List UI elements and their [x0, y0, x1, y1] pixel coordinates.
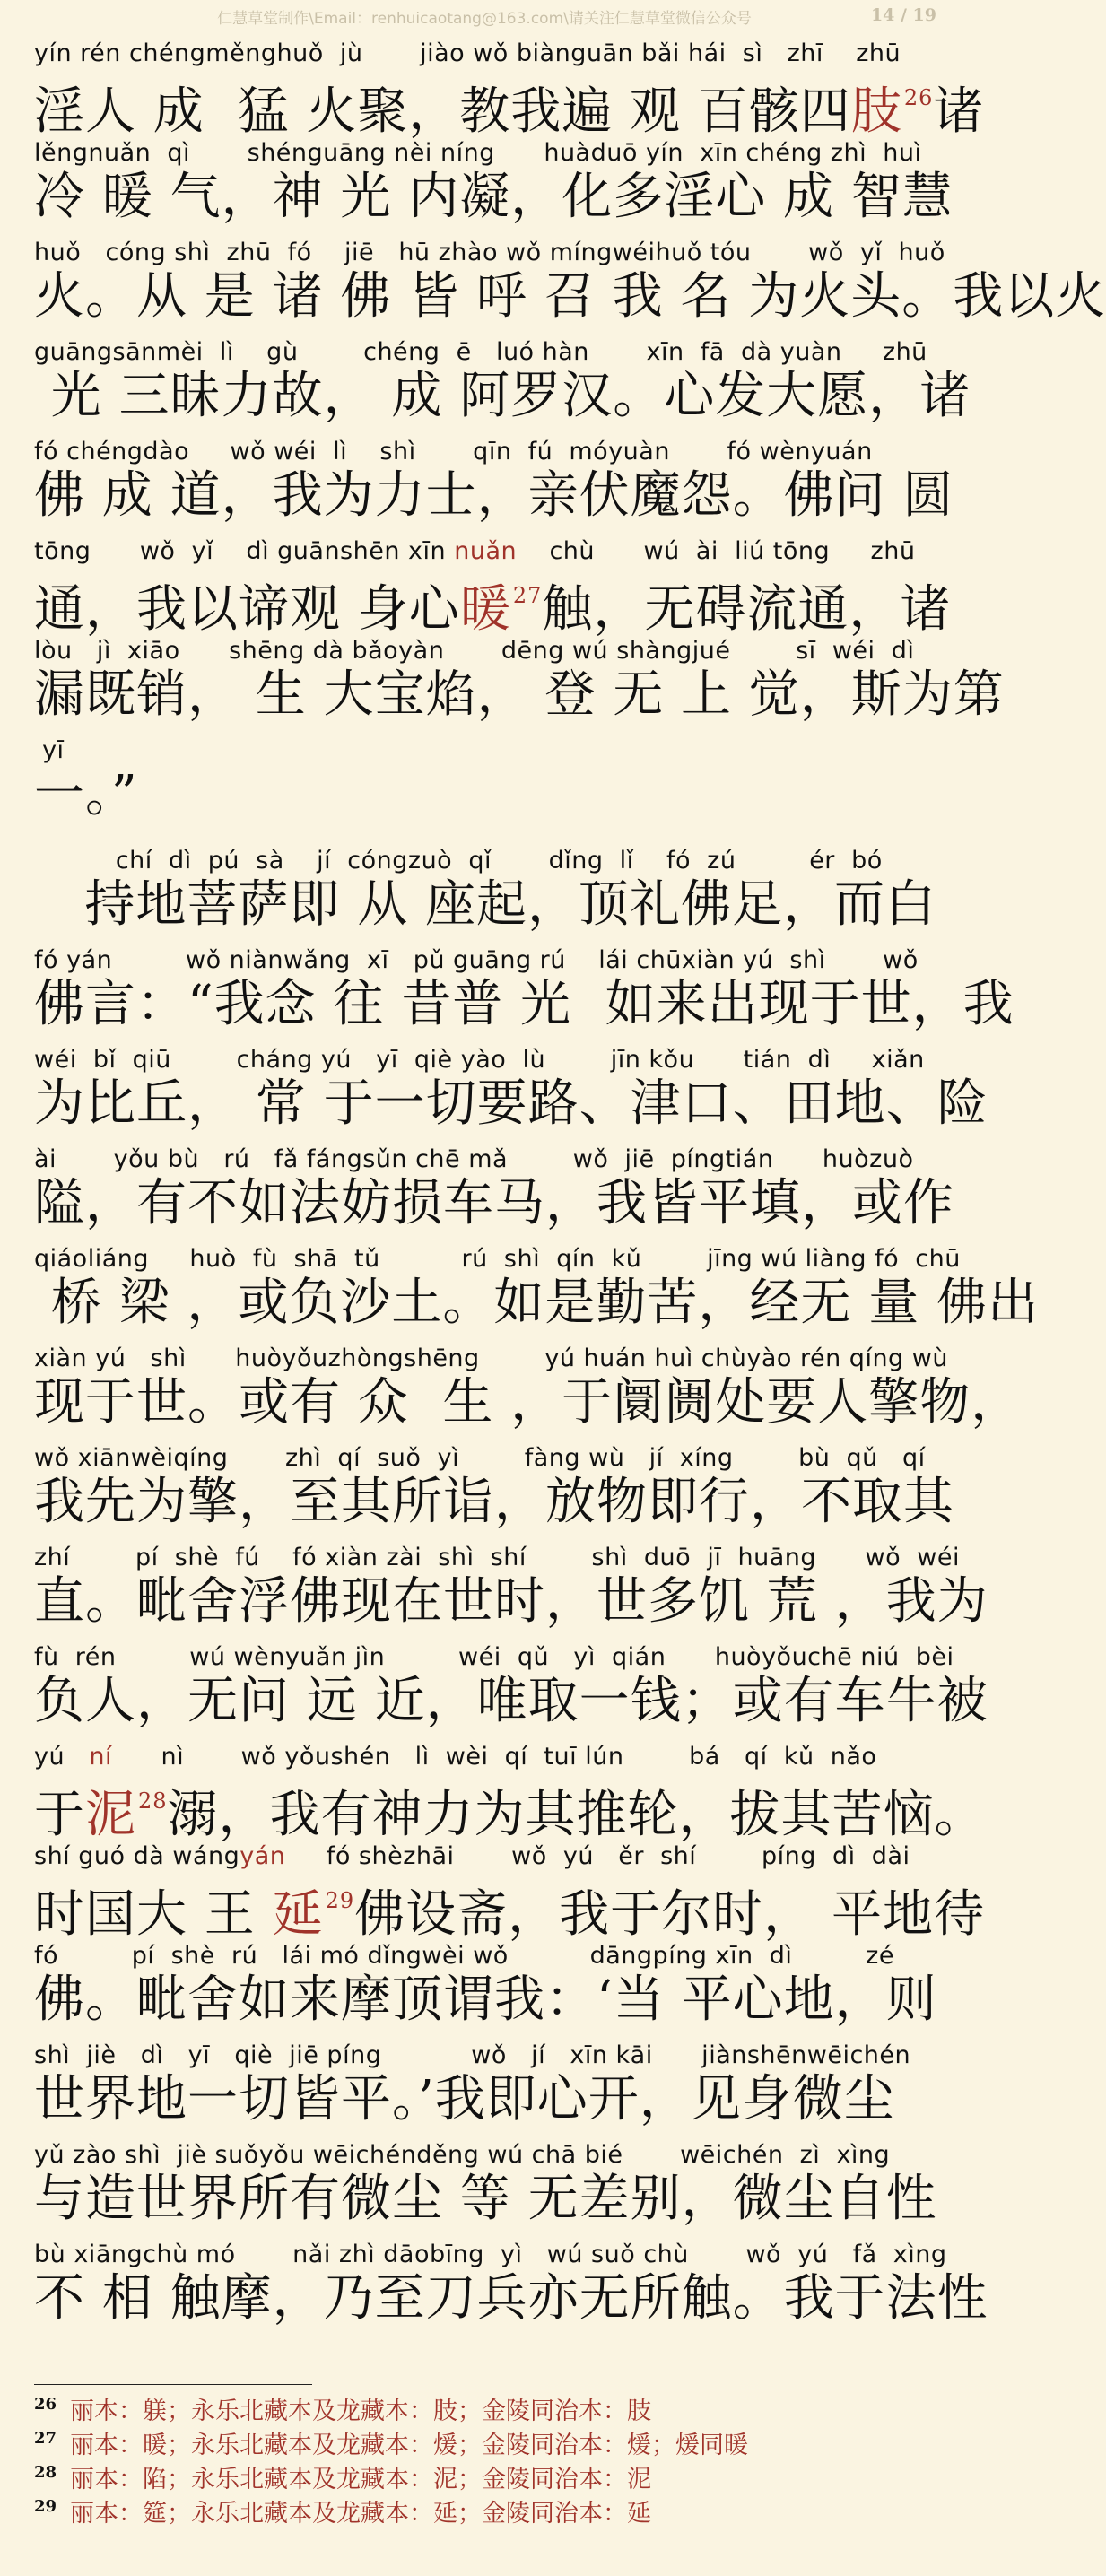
text-run: 与造世界所有微尘 等 无差别，微尘自性: [34, 2170, 937, 2228]
pinyin-line: fó chéngdào wǒ wéi lì shì qīn fú móyuàn fó wènyuán: [34, 438, 873, 466]
footnote-ref: 26: [903, 85, 934, 110]
text-run: 持地菩萨即 从 座起，顶礼佛足，而白: [34, 875, 937, 934]
text-run: 时国大 王: [34, 1885, 273, 1944]
text-line: [34, 1044, 988, 1144]
text-run: 冷 暖 气，神 光 内凝，化多淫心 成 智慧: [34, 168, 954, 226]
text-run: 世界地一切皆平。’我即心开，见身微尘: [34, 2070, 895, 2128]
text-run: 一。”: [34, 765, 138, 823]
pinyin-line: lěngnuǎn qì shénguāng nèi níng huàduō yín xīn chéng zhì huì: [34, 139, 922, 167]
text-run: 桥 梁 ，或负沙土。如是勤苦，经无 量 佛出: [34, 1274, 1040, 1332]
footnote: [34, 2429, 931, 2463]
hanzi-line: [34, 1270, 1040, 1336]
hanzi-line: [34, 872, 958, 938]
pinyin-line: shí guó dà wángyán fó shèzhāi wǒ yú ěr shí píng dì dài: [34, 1842, 910, 1870]
pinyin-line: guāngsānmèi lì gù chéng ē luó hàn xīn fā dà yuàn zhū: [34, 338, 927, 366]
pinyin-line: tōng wǒ yǐ dì guānshēn xīn nuǎn chù wú ài liú tōng zhū: [34, 537, 916, 565]
pinyin-line: qiáoliáng huò fù shā tǔ rú shì qín kǔ jīng wú liàng fó chū: [34, 1245, 961, 1273]
text-run: 光 三昧力故， 成 阿罗汉。心发大愿，诸: [34, 367, 971, 425]
text-run: 佛设斋，我于尔时， 平地待: [354, 1885, 985, 1944]
footnote-text: 丽本：筵；永乐北藏本及龙藏本：延；金陵同治本：延: [70, 2500, 651, 2528]
text-run: 佛。毗舍如来摩顶谓我：‘当 平心地，则: [34, 1971, 937, 2029]
text-line: [34, 137, 958, 237]
pinyin-line: yín rén chéngměnghuǒ jù jiào wǒ biànguān bǎi hái sì zhī zhū: [34, 39, 901, 67]
text-line: [34, 1940, 958, 2040]
text-run: 漏既销， 生 大宝焰， 登 无 上 觉，斯为第: [34, 666, 1005, 724]
text-run: 于: [34, 1786, 85, 1844]
footnote-ref: 28: [138, 1788, 168, 1814]
hanzi-line: [34, 363, 971, 430]
text-run: 诸: [933, 83, 985, 141]
pinyin-line: zhí pí shè fú fó xiàn zài shì shí shì duō jī huāng wǒ wéi: [34, 1544, 960, 1571]
text-run: 为比丘， 常 于一切要路、津口、田地、险: [34, 1075, 988, 1133]
hanzi-line: [34, 65, 985, 141]
text-run: 溺，我有神力为其推轮，拔其苦恼。: [167, 1786, 986, 1844]
hanzi-line: [34, 463, 958, 529]
footnote-ref: 27: [512, 583, 543, 608]
footnote: [34, 2463, 931, 2497]
text-run: 触，无碍流通，诸: [542, 580, 952, 639]
variant-character: 暖: [459, 580, 511, 639]
hanzi-line: [34, 2166, 958, 2232]
text-line: [34, 2239, 988, 2338]
variant-character: 肢: [850, 83, 902, 141]
text-line: [34, 1343, 1023, 1442]
pinyin-variant: nuǎn: [454, 537, 518, 565]
footnote-number: 26: [34, 2395, 57, 2414]
pinyin-line: chí dì pú sà jí cóngzuò qǐ dǐng lǐ fó zú ér bó: [34, 847, 883, 875]
hanzi-line: [34, 562, 958, 639]
text-run: 通，我以谛观 身心: [34, 580, 460, 639]
pinyin-line: yī: [34, 736, 65, 764]
footnote-number: 27: [34, 2429, 57, 2448]
text-line: [34, 535, 958, 639]
hanzi-line: [34, 264, 1106, 330]
footnote-number: 29: [34, 2497, 57, 2516]
hanzi-line: [34, 1071, 988, 1137]
text-run: 我先为擎，至其所诣，放物即行，不取其: [34, 1473, 954, 1531]
pinyin-line: yú ní nì wǒ yǒushén lì wèi qí tuī lún bá qí kǔ nǎo: [34, 1743, 877, 1771]
hanzi-line: [34, 1967, 958, 2033]
pinyin-line: wéi bǐ qiū cháng yú yī qiè yào lù jīn kǒu tián dì xiǎn: [34, 1046, 925, 1074]
hanzi-line: [34, 1569, 988, 1635]
hanzi-line: [34, 1171, 958, 1237]
hanzi-line: [34, 2067, 958, 2133]
text-run: 佛言：“我念 往 昔普 光 如来出现于世，我: [34, 975, 1015, 1033]
text-line: [34, 1144, 958, 1243]
text-line: [34, 1542, 988, 1641]
text-line: [34, 237, 1106, 336]
footnotes: [34, 2395, 931, 2531]
text-line: [34, 2139, 958, 2239]
page-header: [0, 5, 969, 32]
text-line: [34, 944, 1015, 1044]
hanzi-line: [34, 761, 958, 828]
text-line: [34, 1841, 985, 1944]
hanzi-line: [34, 971, 1015, 1038]
footnote-text: 丽本：陷；永乐北藏本及龙藏本：泥；金陵同治本：泥: [70, 2466, 651, 2493]
text-line: [34, 1641, 988, 1741]
variant-character: 泥: [85, 1786, 136, 1844]
hanzi-line: [34, 2266, 988, 2332]
pinyin-line: fó yán wǒ niànwǎng xī pǔ guāng rú lái chūxiàn yú shì wǒ: [34, 946, 919, 974]
variant-character: 延: [272, 1885, 324, 1944]
text-line: [34, 635, 1005, 735]
hanzi-line: [34, 662, 1005, 728]
footnote-text: 丽本：躾；永乐北藏本及龙藏本：肢；金陵同治本：肢: [70, 2398, 651, 2425]
footnote-text: 丽本：暖；永乐北藏本及龙藏本：煖；金陵同治本：煖；煖同暖: [70, 2432, 748, 2459]
pinyin-line: ài yǒu bù rú fǎ fángsǔn chē mǎ wǒ jiē píngtián huòzuò: [34, 1145, 914, 1173]
pinyin-line: huǒ cóng shì zhū fó jiē hū zhào wǒ míngwéihuǒ tóu wǒ yǐ huǒ: [34, 239, 945, 266]
text-run: 直。毗舍浮佛现在世时，世多饥 荒 ，我为: [34, 1572, 988, 1631]
text-line: [34, 336, 971, 436]
text-line: [34, 436, 958, 535]
pinyin-line: yǔ zào shì jiè suǒyǒu wēichénděng wú chā bié wēichén zì xìng: [34, 2141, 891, 2169]
text-run: 佛 成 道，我为力士，亲伏魔怨。佛问 圆: [34, 466, 954, 525]
pinyin-line: fù rén wú wènyuǎn jìn wéi qǔ yì qián huòyǒuchē niú bèi: [34, 1643, 954, 1671]
header-title: 仁慧草堂制作\Email：renhuicaotang@163.com\请关注仁慧草堂微信公众号: [217, 10, 752, 28]
text-run: 淫人 成 猛 火聚，教我遍 观 百骸四: [34, 83, 851, 141]
footnote: [34, 2395, 931, 2429]
pinyin-line: fó pí shè rú lái mó dǐngwèi wǒ dāngpíng xīn dì zé: [34, 1942, 894, 1970]
pinyin-line: xiàn yú shì huòyǒuzhòngshēng yú huán huì chùyào rén qíng wù: [34, 1345, 948, 1372]
text-line: [34, 2040, 958, 2139]
text-run: 不 相 触摩，乃至刀兵亦无所触。我于法性: [34, 2269, 988, 2328]
hanzi-line: [34, 1867, 985, 1944]
text-line: [34, 1243, 1040, 1343]
page-number: 14 / 19: [870, 5, 936, 25]
text-run: 负人，无问 远 近，唯取一钱；或有车牛被: [34, 1672, 988, 1730]
footnote: [34, 2497, 931, 2531]
footnote-number: 28: [34, 2463, 57, 2482]
pinyin-line: wǒ xiānwèiqíng zhì qí suǒ yì fàng wù jí xíng bù qǔ qí: [34, 1444, 926, 1472]
hanzi-line: [34, 1370, 1023, 1436]
hanzi-line: [34, 164, 958, 231]
footnote-ref: 29: [325, 1888, 355, 1913]
footnote-divider: [34, 2384, 312, 2385]
pinyin-line: bù xiāngchù mó nǎi zhì dāobīng yì wú suǒ chù wǒ yú fǎ xìng: [34, 2241, 947, 2268]
pinyin-line: lòu jì xiāo shēng dà bǎoyàn dēng wú shàngjué sī wéi dì: [34, 637, 915, 665]
hanzi-line: [34, 1668, 988, 1735]
text-run: 隘，有不如法妨损车马，我皆平填，或作: [34, 1174, 954, 1232]
hanzi-line: [34, 1768, 986, 1844]
text-line: [34, 1442, 958, 1542]
text-line: [34, 1741, 986, 1844]
text-run: 火。从 是 诸 佛 皆 呼 召 我 名 为火头。我以火: [34, 267, 1106, 326]
text-line: [34, 845, 958, 944]
text-run: 现于世。或有 众 生 ，于阛阓处要人擎物，: [34, 1373, 1023, 1432]
pinyin-line: shì jiè dì yī qiè jiē píng wǒ jí xīn kāi jiànshēnwēichén: [34, 2041, 911, 2069]
scripture-text: [34, 38, 1106, 2338]
text-line: [34, 38, 985, 141]
text-line: [34, 735, 958, 834]
hanzi-line: [34, 1469, 958, 1536]
pinyin-variant: yán: [239, 1842, 286, 1870]
pinyin-variant: ní: [89, 1743, 112, 1771]
